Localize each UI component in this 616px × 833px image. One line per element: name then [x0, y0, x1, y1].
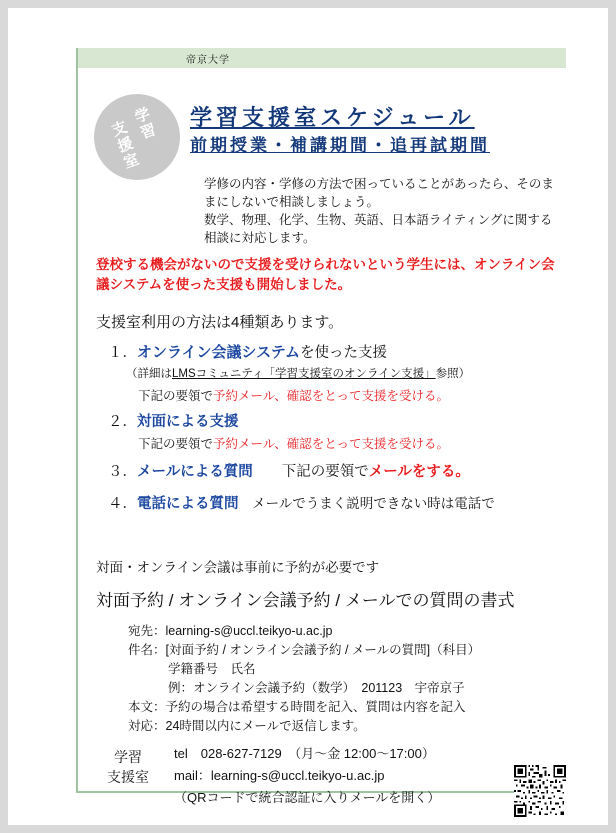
- intro-paragraph: [204, 175, 564, 247]
- left-vertical-rule: [76, 48, 78, 793]
- method-1-label: オンライン会議システム: [137, 344, 301, 361]
- method-1-detail: [138, 386, 449, 404]
- contact-box: [96, 743, 556, 805]
- method-1-detail-red: 予約メール、確認をとって支援を受ける。: [213, 389, 450, 403]
- header-band: [76, 48, 566, 68]
- support-room-stamp: [94, 94, 180, 180]
- method-1-note: [126, 365, 470, 381]
- method-item-4: [108, 492, 495, 513]
- page-subtitle: 前期授業・補講期間・追再試期間: [190, 136, 490, 155]
- contact-label-line2: 支援室: [107, 769, 149, 785]
- method-item-1: [108, 341, 387, 362]
- intro-line-4: 相談に対応します。: [204, 231, 316, 245]
- contact-details: [174, 743, 440, 809]
- form-reply: 対応：24時間以内にメールで返信します。: [128, 719, 366, 733]
- method-3-tail-red: メールをする。: [368, 464, 470, 480]
- stamp-text-line1: 学習: [130, 105, 159, 143]
- method-2-label: 対面による支援: [137, 414, 239, 430]
- method-2-detail-red: 予約メール、確認をとって支援を受ける。: [213, 437, 450, 451]
- intro-line-2: まにしないで相談しましょう。: [204, 195, 380, 209]
- form-example: 例：オンライン会議予約（数学） 201123 宇帝京子: [168, 681, 465, 695]
- method-1-note-link[interactable]: LMSコミュニティ「学習支援室のオンライン支援」: [172, 368, 436, 380]
- reservation-required-note: 対面・オンライン会議は事前に予約が必要です: [96, 560, 380, 575]
- online-notice: [96, 255, 566, 295]
- form-body: [128, 622, 558, 736]
- method-1-detail-pre: 下記の要領で: [138, 389, 214, 403]
- method-1-note-pre: （詳細は: [126, 368, 172, 380]
- method-3-number: ３．: [108, 464, 137, 480]
- form-subject: 件名：[対面予約 / オンライン会議予約 / メールの質問]（科目）: [128, 643, 481, 657]
- contact-label-line1: 学習: [114, 749, 142, 765]
- method-2-detail: [138, 434, 449, 452]
- stamp-text-line2: 支援室: [107, 118, 142, 173]
- flyer-page: [8, 8, 608, 825]
- method-1-number: １．: [108, 345, 137, 361]
- online-notice-line-1: 登校する機会がないので支援を受けられないという学生には、オンライン会: [96, 257, 555, 272]
- contact-mail[interactable]: mail：learning-s@uccl.teikyo-u.ac.jp: [174, 768, 385, 783]
- method-4-label: 電話による質問: [137, 496, 239, 512]
- contact-tel: tel 028-627-7129 （月〜金 12:00〜17:00）: [174, 746, 435, 761]
- method-3-label: メールによる質問: [137, 464, 253, 480]
- method-4-tail: メールでうまく説明できない時は電話で: [238, 496, 495, 511]
- method-item-3: [108, 460, 470, 481]
- form-title: 対面予約 / オンライン会議予約 / メールでの質問の書式: [96, 591, 515, 610]
- method-3-tail: 下記の要領で: [252, 464, 369, 480]
- form-subject-line2: 学籍番号 氏名: [168, 662, 256, 676]
- method-2-number: ２．: [108, 414, 137, 430]
- method-1-tail: を使った支援: [300, 345, 388, 361]
- contact-qr-note: （QRコードで統合認証に入りメールを開く）: [174, 790, 441, 805]
- university-name: 帝京大学: [186, 55, 230, 66]
- intro-line-3: 数学、物理、化学、生物、英語、日本語ライティングに関する: [204, 213, 553, 227]
- intro-line-1: 学修の内容・学修の方法で困っていることがあったら、そのま: [204, 177, 554, 191]
- form-content: 本文：予約の場合は希望する時間を記入、質問は内容を記入: [128, 700, 466, 714]
- method-item-2: [108, 410, 239, 431]
- page-title: 学習支援室スケジュール: [190, 105, 475, 130]
- methods-heading: 支援室利用の方法は4種類あります。: [96, 314, 344, 331]
- contact-label: [96, 747, 160, 787]
- method-2-detail-pre: 下記の要領で: [138, 437, 214, 451]
- form-to: 宛先：learning-s@uccl.teikyo-u.ac.jp: [128, 624, 333, 638]
- qr-code-icon[interactable]: [514, 765, 566, 817]
- online-notice-line-2: 議システムを使った支援も開始しました。: [96, 277, 352, 292]
- method-4-number: ４．: [108, 496, 137, 512]
- method-1-note-post: 参照）: [435, 368, 471, 380]
